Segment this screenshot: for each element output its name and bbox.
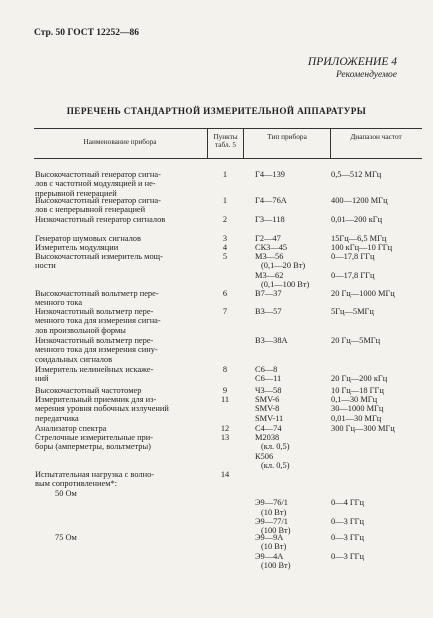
- instrument-type-line: В3—38А: [255, 336, 288, 345]
- instrument-name: [35, 395, 207, 423]
- instrument-type-line: (0,1—100 Вт): [261, 280, 310, 290]
- instrument-name-line: вым сопротивлением*:: [35, 479, 118, 489]
- instrument-name-line: мерения уровня побочных излучений: [35, 404, 169, 414]
- instrument-name-line: Высокочастотный генератор сигна-: [35, 196, 161, 205]
- instrument-name-line: Измеритель нелинейных искаже-: [35, 365, 154, 374]
- instrument-type-line: (10 Вт): [261, 542, 287, 552]
- frequency-range-line: [331, 561, 421, 570]
- clause-number: 2: [222, 215, 228, 224]
- instrument-type-line: С6—11: [255, 374, 282, 384]
- clause-number: 7: [222, 307, 228, 316]
- frequency-range-line: [331, 542, 421, 551]
- instrument-name: [35, 433, 207, 452]
- instrument-name-line: Высокочастотный частотомер: [35, 386, 142, 395]
- instrument-type-line: (кл. 0,5): [261, 442, 290, 452]
- instrument-type: [255, 386, 333, 395]
- instrument-type-line: (100 Вт): [261, 561, 291, 571]
- instrument-type-line: Г4—76А: [255, 196, 287, 205]
- instrument-type-line: [255, 489, 333, 498]
- instrument-name-line: лов с непрерывной генерацией: [35, 205, 146, 215]
- instrument-type-line: [255, 470, 333, 479]
- instrument-type-line: Г3—118: [255, 215, 285, 224]
- header-clauses: Пункты табл. 5: [213, 132, 238, 150]
- instrument-type-line: SMV-11: [255, 413, 284, 423]
- instrument-name: [35, 386, 207, 395]
- instrument-name-line: Измерительный приемник для из-: [35, 395, 157, 404]
- clause-number: 6: [222, 289, 228, 298]
- frequency-range-line: 0—3 ГГц: [331, 517, 365, 527]
- appendix-title: ПРИЛОЖЕНИЕ 4: [307, 56, 397, 68]
- clause-number: 8: [222, 365, 228, 374]
- instrument-type: [255, 215, 333, 224]
- frequency-range-line: 10 Гц—18 ГГц: [331, 386, 384, 395]
- instrument-type-line: М3—62: [255, 270, 284, 280]
- column-divider-3: [330, 128, 331, 158]
- frequency-range: [331, 307, 421, 316]
- frequency-range-line: [331, 479, 421, 488]
- frequency-range-line: 0—3 ГГц: [331, 533, 365, 542]
- instrument-type: [255, 307, 333, 316]
- clause-number: 13: [220, 433, 230, 442]
- frequency-range-line: [331, 489, 421, 498]
- instrument-type-line: Г2—47: [255, 234, 281, 243]
- header-range: Диапазон частот: [350, 132, 402, 141]
- instrument-type-line: (кл. 0,5): [261, 461, 290, 471]
- instrument-name: [35, 336, 207, 364]
- instrument-type: [255, 395, 333, 423]
- frequency-range: [331, 470, 421, 536]
- instrument-type: [255, 336, 333, 345]
- instrument-type-line: Э9—4А: [255, 551, 284, 561]
- instrument-type: [255, 433, 333, 471]
- frequency-range-line: 400—1200 МГц: [331, 196, 388, 205]
- frequency-range: [331, 533, 421, 571]
- frequency-range-line: 0—17,8 ГГц: [331, 252, 375, 261]
- frequency-range-line: 0,1—30 МГц: [331, 395, 378, 404]
- frequency-range-line: [331, 442, 421, 451]
- frequency-range-line: 0—4 ГГц: [331, 498, 365, 508]
- frequency-range: [331, 196, 421, 205]
- frequency-range-line: 0,01—30 МГц: [331, 413, 382, 423]
- frequency-range: [331, 386, 421, 395]
- instrument-name-line: соидальных сигналов: [35, 354, 113, 364]
- header-type: Тип прибора: [267, 132, 307, 141]
- instrument-name: [35, 365, 207, 384]
- instrument-name-line: Анализатор спектра: [35, 424, 107, 433]
- frequency-range-line: 0—17,8 ГГц: [331, 270, 375, 280]
- instrument-name-line: Высокочастотный генератор сигна-: [35, 170, 161, 179]
- instrument-type-line: С6—8: [255, 365, 278, 374]
- clause-number: 14: [220, 470, 230, 479]
- frequency-range: [331, 243, 421, 252]
- instrument-type: [255, 243, 333, 252]
- instrument-type-line: СК3—45: [255, 243, 288, 252]
- instrument-type-line: SMV-8: [255, 404, 280, 414]
- instrument-name: [35, 289, 207, 308]
- instrument-name-line: Низкочастотный вольтметр пере-: [35, 307, 154, 316]
- instrument-name-line: ности: [35, 261, 56, 271]
- instrument-name: [35, 196, 207, 215]
- frequency-range: [331, 365, 421, 384]
- instrument-name-line: Генератор шумовых сигналов: [35, 234, 141, 243]
- instrument-type: [255, 196, 333, 205]
- instrument-type-line: Э9—77/1: [255, 517, 288, 527]
- frequency-range-line: 20 Гц—5МГц: [331, 336, 381, 345]
- frequency-range-line: [331, 470, 421, 479]
- frequency-range-line: 30—1000 МГц: [331, 404, 384, 414]
- instrument-name: [35, 243, 207, 252]
- instrument-type-line: К506: [255, 451, 274, 461]
- frequency-range: [331, 289, 421, 298]
- frequency-range-line: 0,5—512 МГц: [331, 170, 382, 179]
- frequency-range: [331, 424, 421, 433]
- clause-number: 12: [220, 424, 230, 433]
- clause-number: 4: [222, 243, 228, 252]
- instrument-name: [35, 533, 207, 542]
- frequency-range-line: [331, 261, 421, 270]
- instrument-type-line: (10 Вт): [261, 507, 287, 517]
- instrument-type: [255, 170, 333, 179]
- page-header: Стр. 50 ГОСТ 12252—86: [34, 28, 140, 38]
- instrument-name-line: прерывной генерацией: [35, 188, 117, 198]
- instrument-type-line: Э9—9А: [255, 533, 284, 542]
- frequency-range-line: 100 кГц—10 ГГц: [331, 243, 393, 252]
- frequency-range-line: 0,01—200 кГц: [331, 215, 383, 224]
- instrument-type-line: SMV-6: [255, 395, 280, 404]
- instrument-type-line: (0,1—20 Вт): [261, 261, 306, 271]
- instrument-name-line: менного тока: [35, 298, 83, 308]
- instrument-name: [35, 424, 207, 433]
- instrument-name-line: Низкочастотный вольтметр пере-: [35, 336, 154, 345]
- frequency-range: [331, 170, 421, 179]
- frequency-range-line: [331, 433, 421, 442]
- instrument-type: [255, 234, 333, 243]
- frequency-range: [331, 215, 421, 224]
- instrument-type-line: М3—56: [255, 252, 284, 261]
- instrument-name-line: Высокочастотный измеритель мощ-: [35, 252, 163, 261]
- instrument-type: [255, 289, 333, 298]
- appendix-subtitle: Рекомендуемое: [335, 70, 397, 80]
- instrument-type-line: (100 Вт): [261, 526, 291, 536]
- frequency-range-line: [331, 508, 421, 517]
- instrument-name: [35, 215, 207, 224]
- instrument-name-line: лов с частотной модуляцией и не-: [35, 179, 156, 189]
- instrument-name-line: 75 Ом: [55, 533, 77, 542]
- instrument-type-line: В3—57: [255, 307, 282, 316]
- instrument-name-line: ний: [35, 374, 49, 384]
- instrument-type-line: Ч3—58: [255, 386, 282, 395]
- frequency-range-line: 0—3 ГГц: [331, 551, 365, 561]
- frequency-range: [331, 234, 421, 243]
- clause-number: 9: [222, 386, 228, 395]
- instrument-type-line: Г4—139: [255, 170, 285, 179]
- instrument-type-line: С4—74: [255, 424, 282, 433]
- instrument-name: [35, 170, 207, 198]
- clause-number: 1: [222, 170, 228, 179]
- clause-number: 1: [222, 196, 228, 205]
- instrument-name-line: менного тока для измерения сигна-: [35, 316, 161, 326]
- document-title: ПЕРЕЧЕНЬ СТАНДАРТНОЙ ИЗМЕРИТЕЛЬНОЙ АППАРАТУРЫ: [66, 106, 367, 116]
- clause-number: 5: [222, 252, 228, 261]
- instrument-name-line: Измеритель модуляции: [35, 243, 119, 252]
- table-header-bottom-rule: [34, 158, 422, 159]
- frequency-range-line: 300 Гц—300 МГц: [331, 424, 395, 433]
- instrument-name: [35, 470, 207, 498]
- clause-number: 3: [222, 234, 228, 243]
- frequency-range-line: [331, 365, 421, 374]
- instrument-type: [255, 533, 333, 571]
- instrument-name-line: Низкочастотный генератор сигналов: [35, 215, 166, 224]
- instrument-name-line: передатчика: [35, 413, 79, 423]
- frequency-range-line: [331, 452, 421, 461]
- instrument-type-line: [255, 479, 333, 488]
- header-name: Наименование прибора: [83, 137, 157, 146]
- instrument-type: [255, 424, 333, 433]
- instrument-name: [35, 234, 207, 243]
- instrument-name-line: Высокочастотный вольтметр пере-: [35, 289, 159, 298]
- column-divider-2: [243, 128, 244, 158]
- clause-number: 11: [220, 395, 230, 404]
- instrument-type-line: М2038: [255, 433, 280, 442]
- frequency-range-line: 20 Гц—200 кГц: [331, 374, 388, 384]
- instrument-name-line: боры (амперметры, вольтметры): [35, 442, 151, 452]
- instrument-type: [255, 470, 333, 536]
- frequency-range: [331, 395, 421, 423]
- instrument-name-line: 50 Ом: [55, 488, 77, 498]
- frequency-range-line: 15Гц—6,5 МГц: [331, 234, 387, 243]
- instrument-type-line: В7—37: [255, 289, 282, 298]
- frequency-range: [331, 252, 421, 290]
- instrument-type-line: Э9—76/1: [255, 498, 288, 508]
- frequency-range: [331, 433, 421, 471]
- instrument-name: [35, 252, 207, 271]
- instrument-name-line: Стрелочные измерительные при-: [35, 433, 154, 442]
- frequency-range: [331, 336, 421, 345]
- frequency-range-line: 5Гц—5МГц: [331, 307, 374, 316]
- instrument-type: [255, 365, 333, 384]
- instrument-type: [255, 252, 333, 290]
- frequency-range-line: 20 Гц—1000 МГц: [331, 289, 395, 298]
- table-top-rule: [34, 128, 422, 129]
- instrument-name: [35, 307, 207, 335]
- instrument-name-line: Испытательная нагрузка с волно-: [35, 470, 155, 479]
- instrument-name-line: лов произвольной формы: [35, 325, 126, 335]
- instrument-name-line: менного тока для измерения сину-: [35, 345, 158, 355]
